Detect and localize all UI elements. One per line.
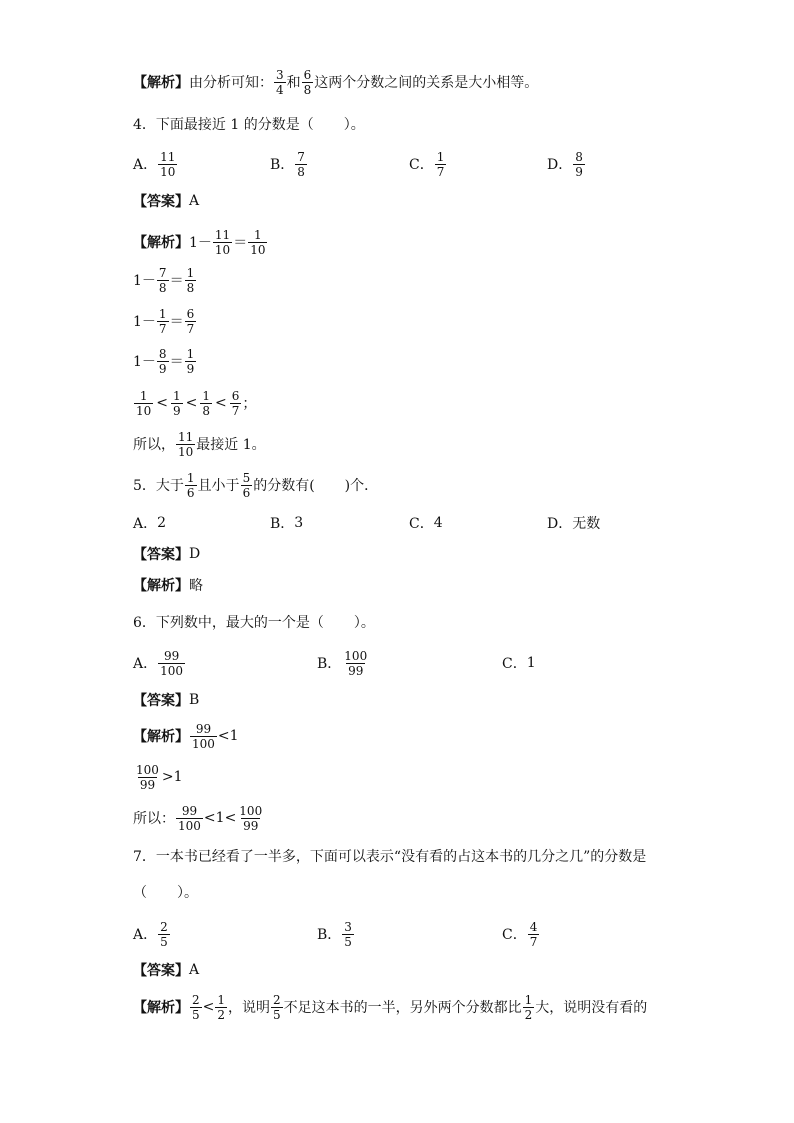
fraction: 5 6 bbox=[242, 470, 251, 500]
question-4-analysis-step-3: 1－ 1 7 ＝ 6 7 bbox=[133, 306, 195, 336]
option-a: A． 99 100 bbox=[133, 648, 184, 678]
question-4-answer bbox=[133, 181, 199, 221]
option-d: D． 8 9 bbox=[547, 149, 583, 179]
fraction: 7 8 bbox=[158, 265, 167, 295]
question-7-analysis: 【解析】 2 5 < 1 2 ，说明 2 5 不足这本书的一半，另外两个分数都比 1 2 大，说明没有看的 bbox=[133, 992, 648, 1022]
fraction: 11 10 bbox=[178, 429, 194, 459]
answer-value: B bbox=[189, 692, 200, 708]
fraction: 1 8 bbox=[202, 388, 211, 418]
question-5-stem: 5．大于 1 6 且小于 5 6 的分数有( )个． bbox=[133, 470, 379, 500]
question-4-analysis-step-2: 1－ 7 8 ＝ 1 8 bbox=[133, 265, 195, 295]
fraction: 100 99 bbox=[136, 762, 159, 792]
question-6-analysis-2: 100 99 > 1 bbox=[136, 762, 183, 792]
question-7-stem-line-2: （ ）。 bbox=[133, 885, 198, 901]
analysis-text: 和 bbox=[286, 75, 301, 91]
fraction: 7 8 bbox=[297, 149, 305, 179]
fraction: 1 9 bbox=[173, 388, 181, 418]
answer-value: A bbox=[189, 193, 200, 209]
fraction: 1 2 bbox=[524, 992, 533, 1022]
option-a: A． 11 10 bbox=[133, 149, 176, 179]
question-5-analysis bbox=[133, 565, 203, 605]
question-6-stem: 6．下列数中，最大的一个是（ ）。 bbox=[133, 615, 375, 631]
fraction: 1 6 bbox=[186, 470, 195, 500]
fraction: 99 100 bbox=[178, 803, 201, 833]
fraction: 2 5 bbox=[273, 992, 281, 1022]
analysis-text: 略 bbox=[189, 578, 203, 594]
option-b: B． 100 99 bbox=[317, 648, 368, 678]
fraction: 4 7 bbox=[529, 919, 538, 949]
answer-tag: 【答案】 bbox=[133, 547, 189, 563]
analysis-text: 由分析可知： bbox=[189, 75, 273, 91]
option-c: C． 1 bbox=[502, 655, 536, 672]
fraction: 99 100 bbox=[160, 648, 184, 678]
option-b: B． 7 8 bbox=[270, 149, 305, 179]
question-4-conclusion: 所以， 11 10 最接近 1。 bbox=[133, 429, 266, 459]
analysis-tag: 【解析】 bbox=[133, 729, 189, 745]
question-6-analysis-1: 【解析】 99 100 < 1 bbox=[133, 721, 239, 751]
fraction: 1 10 bbox=[250, 227, 266, 257]
question-7-stem-line-1: 7．一本书已经看了一半多，下面可以表示“没有看的占这本书的几分之几”的分数是 bbox=[133, 849, 647, 865]
question-4-analysis-step-1: 【解析】 1－ 11 10 ＝ 1 10 bbox=[133, 227, 266, 257]
prev-analysis bbox=[133, 62, 538, 102]
fraction: 11 10 bbox=[214, 227, 231, 257]
answer-tag: 【答案】 bbox=[133, 963, 189, 979]
option-c: C． 1 7 bbox=[409, 149, 445, 179]
fraction: 1 8 bbox=[186, 265, 195, 295]
analysis-tag: 【解析】 bbox=[133, 1000, 189, 1016]
question-6-conclusion: 所以： 99 100 < 1 < 100 99 bbox=[133, 803, 263, 833]
analysis-tag: 【解析】 bbox=[133, 578, 189, 594]
answer-value: A bbox=[189, 962, 200, 978]
question-4-stem bbox=[133, 104, 365, 144]
analysis-text: 这两个分数之间的关系是大小相等。 bbox=[314, 75, 539, 91]
fraction: 1 2 bbox=[217, 992, 226, 1022]
question-4-analysis-step-4: 1－ 8 9 ＝ 1 9 bbox=[133, 346, 195, 376]
fraction: 99 100 bbox=[192, 721, 215, 751]
fraction: 3 5 bbox=[344, 919, 352, 949]
fraction: 6 7 bbox=[231, 388, 240, 418]
question-7-answer bbox=[133, 950, 199, 990]
fraction: 8 9 bbox=[575, 149, 583, 179]
option-a: A． 2 5 bbox=[133, 919, 168, 949]
fraction: 2 5 bbox=[160, 919, 168, 949]
answer-tag: 【答案】 bbox=[133, 693, 189, 709]
analysis-tag: 【解析】 bbox=[133, 235, 189, 251]
question-4-comparison: 1 10 < 1 9 < 1 8 < 6 7 ； bbox=[136, 388, 257, 418]
fraction: 6 8 bbox=[303, 67, 312, 97]
option-c: C． 4 bbox=[409, 515, 443, 532]
fraction: 2 5 bbox=[192, 992, 200, 1022]
question-6-answer bbox=[133, 680, 199, 720]
fraction: 3 4 bbox=[276, 67, 284, 97]
fraction: 6 7 bbox=[186, 306, 195, 336]
fraction: 1 7 bbox=[158, 306, 167, 336]
fraction: 11 10 bbox=[160, 149, 176, 179]
option-b: B． 3 5 bbox=[317, 919, 352, 949]
answer-tag: 【答案】 bbox=[133, 194, 189, 210]
option-a: A． 2 bbox=[133, 515, 167, 532]
fraction: 1 7 bbox=[436, 149, 445, 179]
stem-text: ）。 bbox=[343, 117, 365, 133]
option-b: B． 3 bbox=[270, 515, 304, 532]
option-d: D． 无数 bbox=[547, 516, 601, 532]
answer-value: D bbox=[189, 546, 201, 562]
option-c: C． 4 7 bbox=[502, 919, 538, 949]
fraction: 1 10 bbox=[136, 388, 152, 418]
fraction: 100 99 bbox=[344, 648, 368, 678]
fraction: 1 9 bbox=[186, 346, 195, 376]
fraction: 100 99 bbox=[239, 803, 263, 833]
fraction: 8 9 bbox=[158, 346, 167, 376]
stem-text: 4．下面最接近 1 的分数是（ bbox=[133, 117, 314, 133]
analysis-tag: 【解析】 bbox=[133, 75, 189, 91]
